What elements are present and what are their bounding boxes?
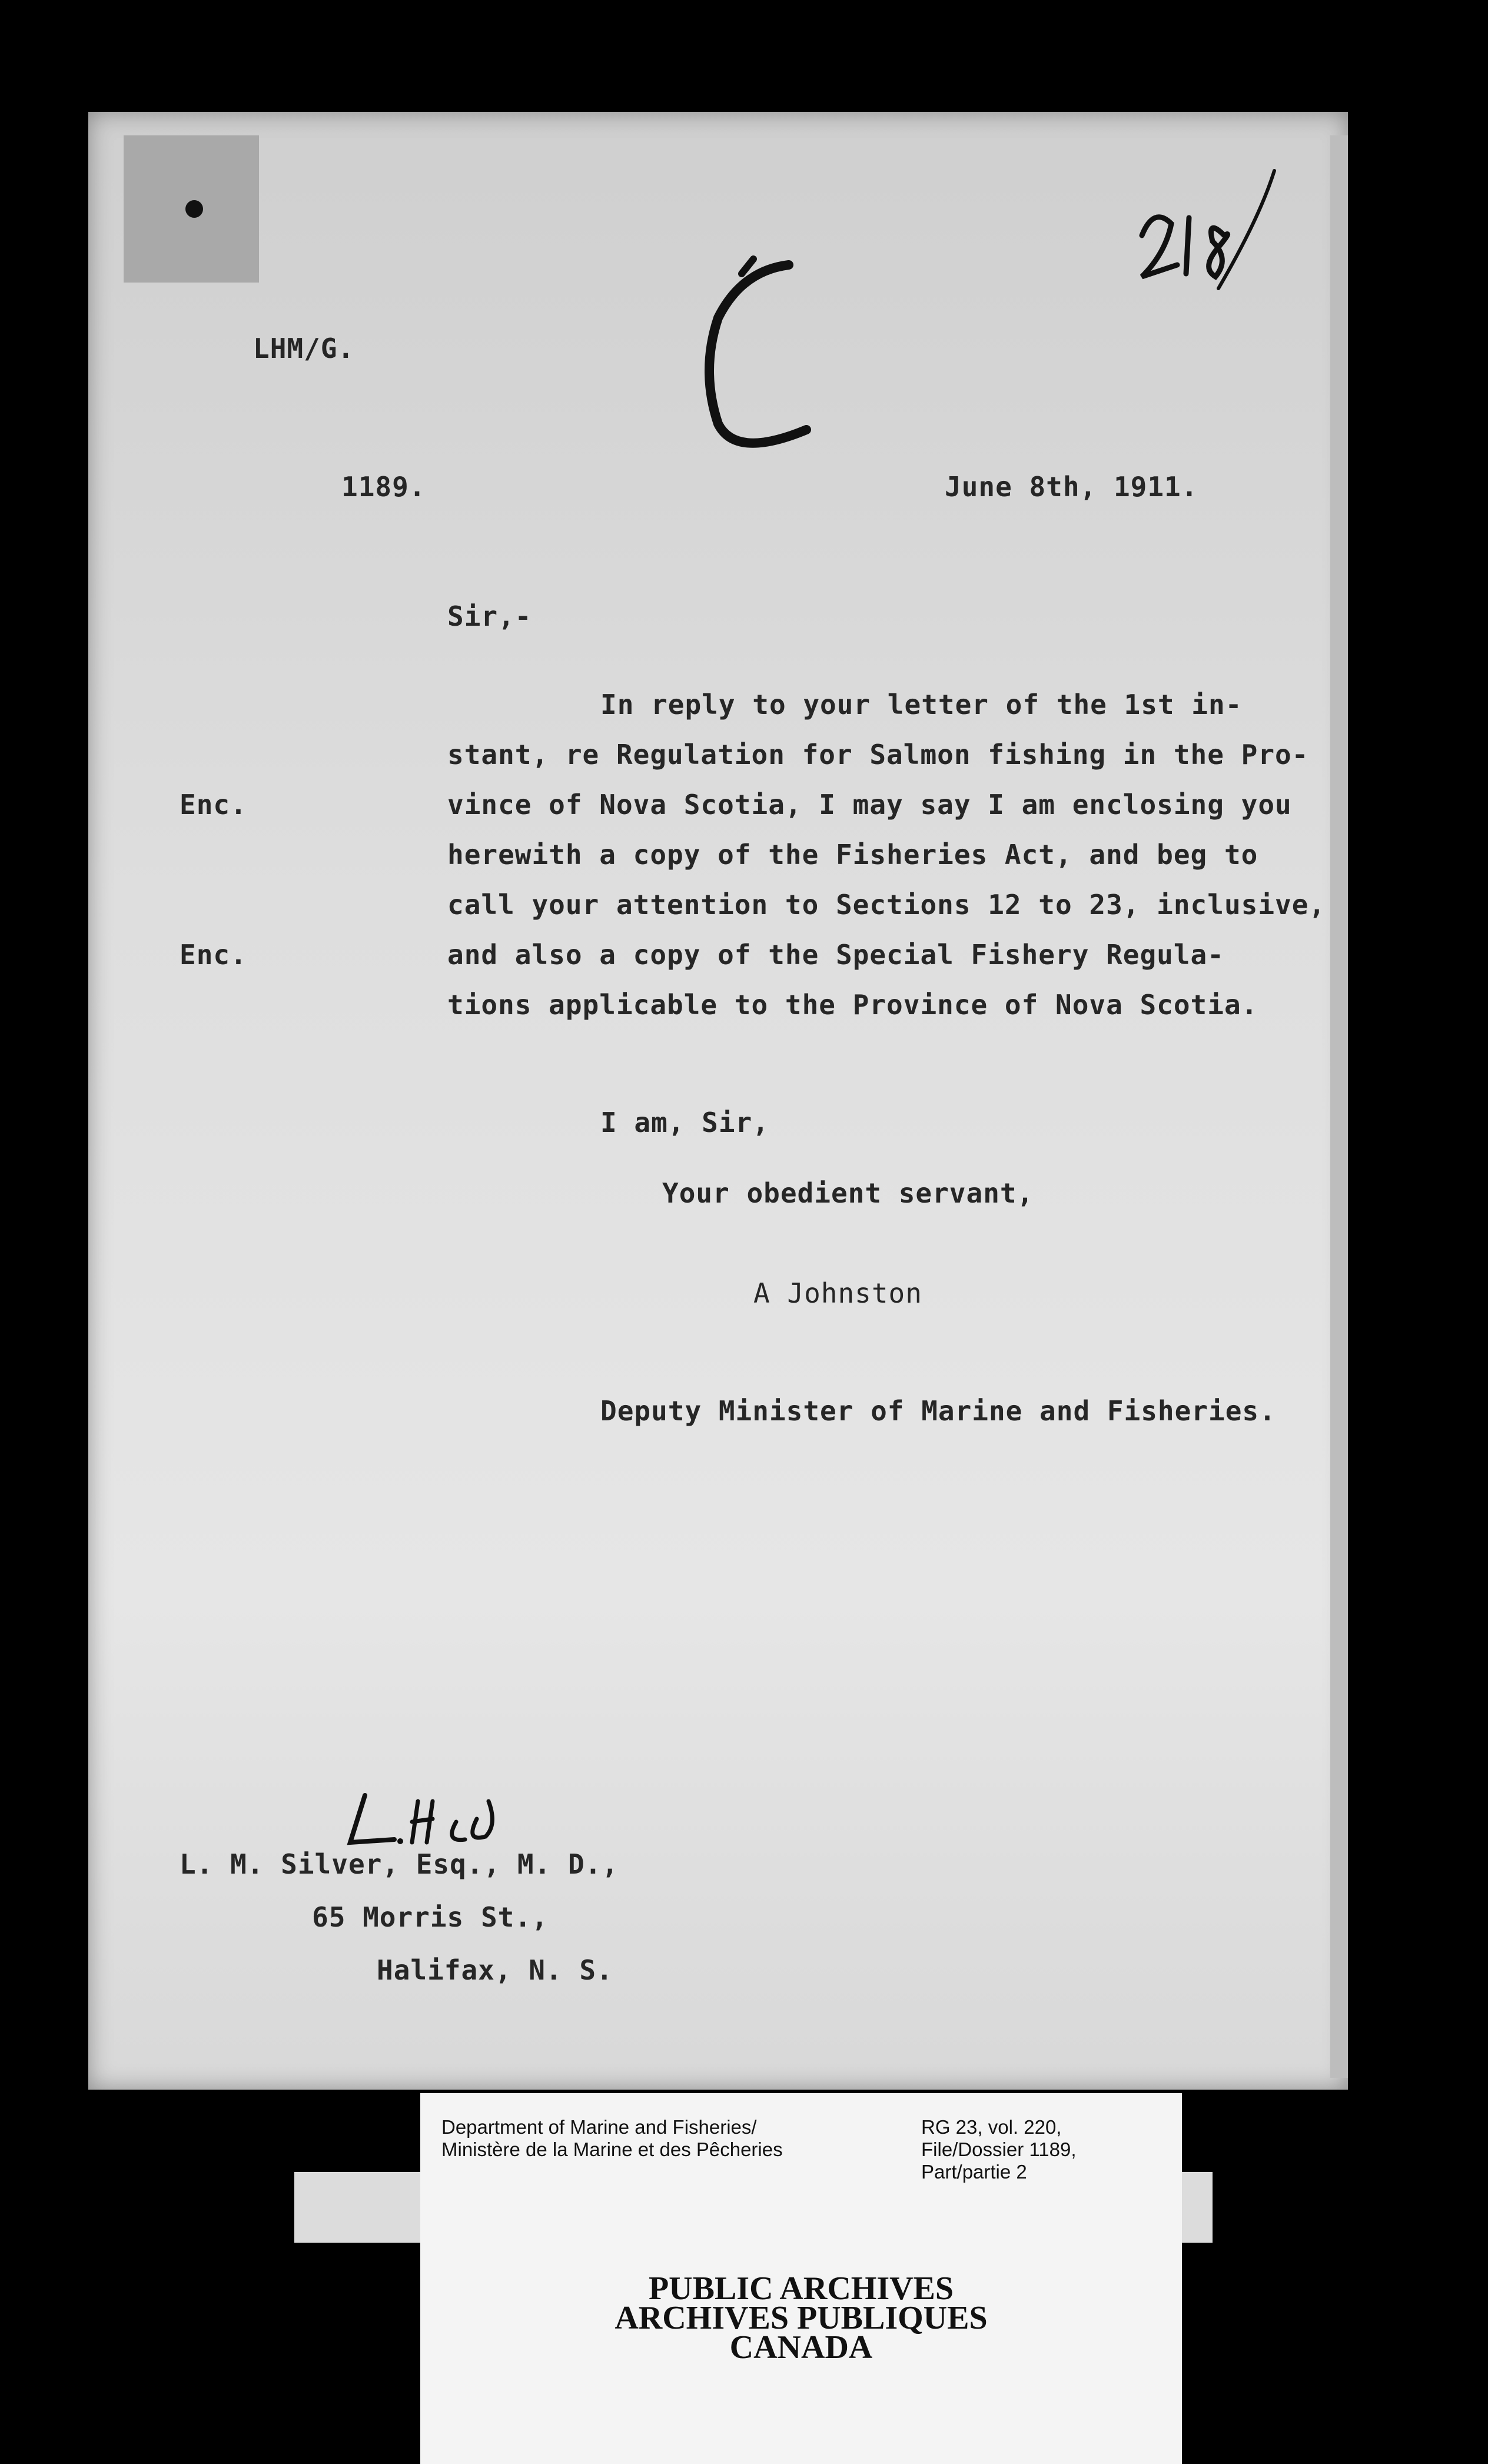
body-line: stant, re Regulation for Salmon fishing in the Pro- xyxy=(447,739,1309,771)
addressee-line: Halifax, N. S. xyxy=(377,1954,613,1986)
closing-line: I am, Sir, xyxy=(600,1107,769,1138)
salutation: Sir,- xyxy=(447,600,532,632)
addressee-line: 65 Morris St., xyxy=(312,1901,549,1933)
label-ref-line: Part/partie 2 xyxy=(921,2161,1027,2183)
body-line: tions applicable to the Province of Nova Scotia. xyxy=(447,989,1258,1021)
addressee-line: L. M. Silver, Esq., M. D., xyxy=(180,1848,619,1880)
body-line: call your attention to Sections 12 to 23, inclusive, xyxy=(447,889,1326,921)
handwritten-page-number xyxy=(1130,165,1283,312)
signature-name: A Johnston xyxy=(753,1277,922,1309)
reference-initials: LHM/G. xyxy=(253,333,355,364)
body-line: vince of Nova Scotia, I may say I am enclosing you xyxy=(447,789,1292,821)
page-edge xyxy=(1330,135,1348,2078)
body-line: and also a copy of the Special Fishery Regula- xyxy=(447,939,1224,971)
margin-note-enclosure: Enc. xyxy=(180,939,247,971)
label-country: CANADA xyxy=(729,2329,873,2366)
label-ref-line: RG 23, vol. 220, xyxy=(921,2116,1062,2138)
body-line: herewith a copy of the Fisheries Act, and beg to xyxy=(447,839,1258,871)
letter-date: June 8th, 1911. xyxy=(945,471,1198,503)
closing-line: Your obedient servant, xyxy=(662,1177,1034,1209)
label-archives-en: PUBLIC ARCHIVES xyxy=(648,2270,954,2307)
label-archives-fr: ARCHIVES PUBLIQUES xyxy=(615,2300,988,2336)
label-department-en: Department of Marine and Fisheries/ xyxy=(441,2116,757,2138)
handwritten-letter-mark xyxy=(653,247,830,483)
body-line: In reply to your letter of the 1st in- xyxy=(600,689,1243,720)
label-ref-line: File/Dossier 1189, xyxy=(921,2138,1077,2160)
margin-note-enclosure: Enc. xyxy=(180,789,247,821)
file-number: 1189. xyxy=(341,471,426,503)
label-department-fr: Ministère de la Marine et des Pêcheries xyxy=(441,2138,783,2160)
punch-hole xyxy=(185,200,203,218)
signatory-title: Deputy Minister of Marine and Fisheries. xyxy=(600,1395,1276,1427)
